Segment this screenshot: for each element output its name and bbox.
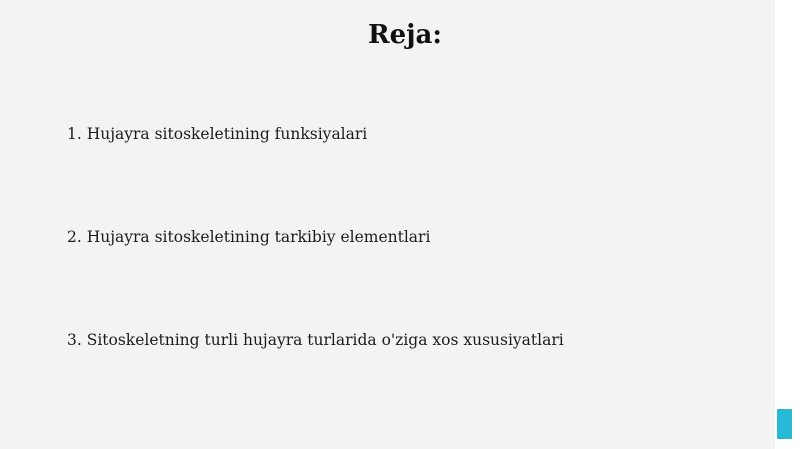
scrollbar-thumb[interactable] xyxy=(777,409,792,439)
plan-item-2: 2. Hujayra sitoskeletining tarkibiy elementlari xyxy=(67,228,431,246)
plan-item-1: 1. Hujayra sitoskeletining funksiyalari xyxy=(67,125,368,143)
slide-title: Reja: xyxy=(367,20,442,50)
scrollbar-track[interactable] xyxy=(775,0,800,449)
plan-item-3: 3. Sitoskeletning turli hujayra turlarida o'ziga xos xususiyatlari xyxy=(67,331,564,349)
